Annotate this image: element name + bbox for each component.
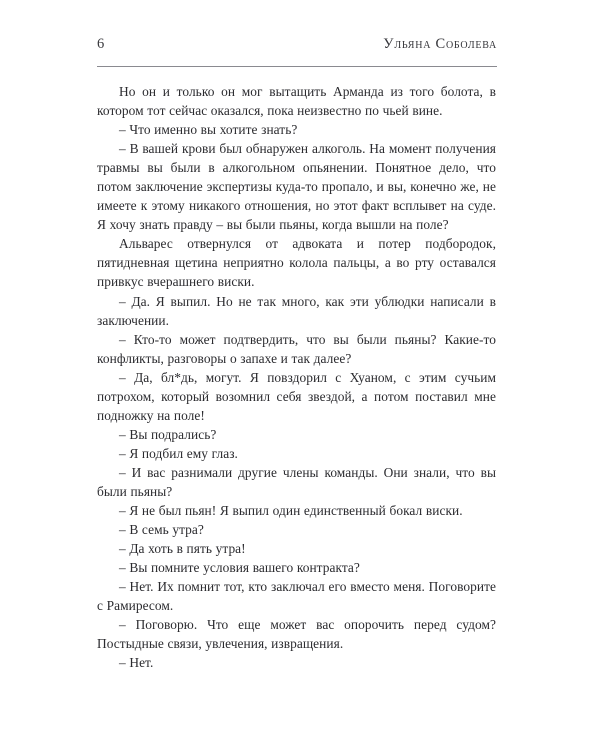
body-paragraph: – Что именно вы хотите знать? — [119, 122, 298, 138]
body-paragraph: – Нет. — [119, 655, 154, 671]
body-paragraph: – Да хоть в пять утра! — [119, 541, 246, 557]
body-paragraph: – Нет. Их помнит тот, кто заключал его вместо меня. Поговорите с Рамиресом. — [97, 579, 496, 614]
running-head-author: Ульяна Соболева — [383, 36, 497, 52]
page-number: 6 — [97, 36, 105, 52]
body-paragraph: Но он и только он мог вытащить Арманда из того болота, в котором тот сейчас оказался, пока неизвестно по чьей вине. — [97, 84, 496, 119]
body-text-block — [97, 82, 496, 672]
header-divider-rule — [97, 66, 497, 67]
body-paragraph: – Да, бл*дь, могут. Я повздорил с Хуаном, с этим сучьим потрохом, который возомнил себя звездой, а потом поставил мне подножку на поле! — [97, 369, 496, 423]
body-paragraph: – Да. Я выпил. Но не так много, как эти ублюдки написали в заключении. — [97, 293, 496, 328]
body-paragraph: – Кто-то может подтвердить, что вы были пьяны? Какие-то конфликты, разговоры о запахе и так далее? — [97, 331, 496, 366]
body-paragraph: – И вас разнимали другие члены команды. Они знали, что вы были пьяны? — [97, 464, 496, 499]
body-paragraph: – Поговорю. Что еще может вас опорочить перед судом? Постыдные связи, увлечения, извращения. — [97, 617, 496, 652]
body-paragraph: Альварес отвернулся от адвоката и потер подбородок, пятидневная щетина неприятно колола пальцы, а во рту оставался привкус вчерашнего виски. — [97, 236, 496, 290]
body-paragraph: – Вы помните условия вашего контракта? — [119, 560, 360, 576]
body-paragraph: – В семь утра? — [119, 522, 204, 538]
body-paragraph: – Я не был пьян! Я выпил один единственный бокал виски. — [119, 503, 463, 519]
page-header — [97, 36, 497, 53]
body-paragraph: – В вашей крови был обнаружен алкоголь. На момент получения травмы вы были в алкогольном опьянении. Понятное дело, что потом заключение экспертизы куда-то пропало, и вы, конечно же, не имеете к этому никакого отношения, но этот факт всплывет на суде. Я хочу знать правду – вы были пьяны, когда вышли на поле? — [97, 141, 496, 233]
body-paragraph: – Я подбил ему глаз. — [119, 445, 238, 461]
body-paragraph: – Вы подрались? — [119, 426, 217, 442]
